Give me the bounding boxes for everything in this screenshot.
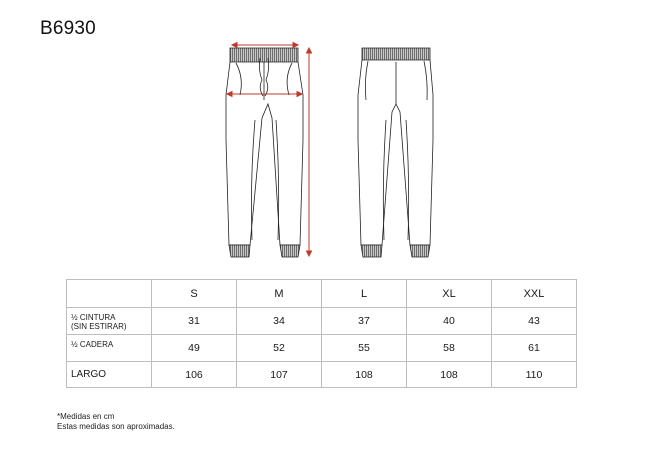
- front-view-pants: [226, 48, 303, 257]
- back-view-pants: [358, 48, 433, 257]
- footnotes: [57, 412, 175, 432]
- table-cell: 61: [492, 335, 577, 362]
- table-cell: 107: [237, 362, 322, 388]
- table-cell: 31: [152, 308, 237, 335]
- table-cell: 108: [322, 362, 407, 388]
- size-chart-table: [66, 279, 577, 388]
- row-label-length: LARGO: [67, 362, 152, 388]
- header-size-m: M: [237, 280, 322, 308]
- note-approximate: Estas medidas son aproximadas.: [57, 422, 175, 431]
- table-cell: 37: [322, 308, 407, 335]
- note-units: *Medidas en cm: [57, 412, 115, 421]
- measurement-arrows: [227, 43, 312, 257]
- table-cell: 106: [152, 362, 237, 388]
- table-cell: 49: [152, 335, 237, 362]
- table-cell: 40: [407, 308, 492, 335]
- header-empty-cell: [67, 280, 152, 308]
- row-label-waist: ½ CINTURA (SIN ESTIRAR): [67, 308, 152, 335]
- table-row-length: [67, 362, 577, 388]
- header-size-s: S: [152, 280, 237, 308]
- table-cell: 110: [492, 362, 577, 388]
- product-code: B6930: [40, 18, 96, 39]
- table-row-waist: [67, 308, 577, 335]
- table-cell: 52: [237, 335, 322, 362]
- table-header-row: [67, 280, 577, 308]
- table-cell: 108: [407, 362, 492, 388]
- header-size-xl: XL: [407, 280, 492, 308]
- header-size-xxl: XXL: [492, 280, 577, 308]
- table-cell: 34: [237, 308, 322, 335]
- header-size-l: L: [322, 280, 407, 308]
- table-cell: 58: [407, 335, 492, 362]
- table-cell: 43: [492, 308, 577, 335]
- table-row-hip: [67, 335, 577, 362]
- table-cell: 55: [322, 335, 407, 362]
- row-label-hip: ½ CADERA: [67, 335, 152, 362]
